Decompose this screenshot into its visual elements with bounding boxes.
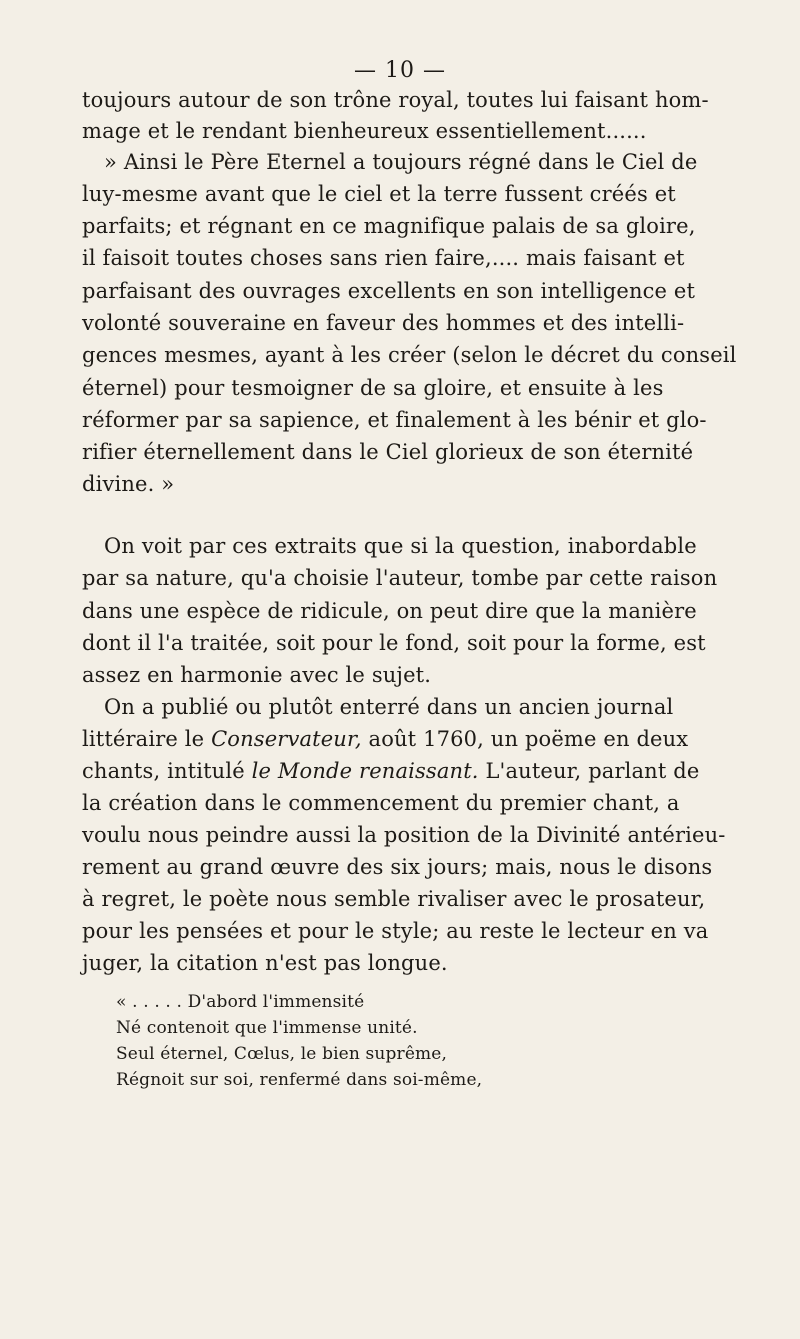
- text-line: divine. »: [82, 472, 175, 496]
- text-line: à regret, le poète nous semble rivaliser avec le prosateur,: [82, 887, 706, 911]
- verse-line: Né contenoit que l'immense unité.: [116, 1018, 418, 1038]
- text-line: assez en harmonie avec le sujet.: [82, 663, 432, 687]
- text-line: rifier éternellement dans le Ciel glorieux de son éternité: [82, 440, 694, 464]
- text-line: gences mesmes, ayant à les créer (selon le décret du conseil: [82, 343, 737, 367]
- text-line: » Ainsi le Père Eternel a toujours régné dans le Ciel de: [104, 150, 698, 174]
- text-line: [82, 725, 688, 753]
- poem-title: le Monde renaissant.: [251, 759, 479, 783]
- text-line: il faisoit toutes choses sans rien faire,.... mais faisant et: [82, 246, 685, 270]
- text-line: éternel) pour tesmoigner de sa gloire, et ensuite à les: [82, 376, 664, 400]
- text-line: par sa nature, qu'a choisie l'auteur, tombe par cette raison: [82, 566, 718, 590]
- text-line: parfaits; et régnant en ce magnifique palais de sa gloire,: [82, 214, 696, 238]
- text-line: toujours autour de son trône royal, toutes lui faisant hom-: [82, 88, 709, 112]
- text-line: voulu nous peindre aussi la position de la Divinité antérieu-: [82, 823, 726, 847]
- text-line: luy-mesme avant que le ciel et la terre fussent créés et: [82, 182, 676, 206]
- text-run: chants, intitulé: [82, 759, 245, 783]
- text-line: dont il l'a traitée, soit pour le fond, soit pour la forme, est: [82, 631, 706, 655]
- text-line: réformer par sa sapience, et finalement à les bénir et glo-: [82, 408, 707, 432]
- text-line: volonté souveraine en faveur des hommes et des intelli-: [82, 311, 685, 335]
- text-run: août 1760, un poëme en deux: [368, 727, 689, 751]
- text-run: L'auteur, parlant de: [485, 759, 700, 783]
- text-run: littéraire le: [82, 727, 205, 751]
- text-line: parfaisant des ouvrages excellents en son intelligence et: [82, 279, 696, 303]
- text-line: la création dans le commencement du premier chant, a: [82, 791, 680, 815]
- journal-title: Conservateur,: [211, 727, 362, 751]
- verse-line: « . . . . . D'abord l'immensité: [116, 992, 365, 1012]
- text-line: On voit par ces extraits que si la question, inabordable: [104, 534, 697, 558]
- page-number: — 10 —: [354, 58, 446, 83]
- text-line: On a publié ou plutôt enterré dans un ancien journal: [104, 695, 674, 719]
- text-line: [82, 757, 699, 785]
- text-line: rement au grand œuvre des six jours; mais, nous le disons: [82, 855, 713, 879]
- verse-line: Régnoit sur soi, renfermé dans soi-même,: [116, 1070, 483, 1090]
- text-line: dans une espèce de ridicule, on peut dire que la manière: [82, 599, 697, 623]
- text-line: pour les pensées et pour le style; au reste le lecteur en va: [82, 919, 709, 943]
- verse-line: Seul éternel, Cœlus, le bien suprême,: [116, 1044, 448, 1064]
- text-line: juger, la citation n'est pas longue.: [82, 951, 448, 975]
- text-line: mage et le rendant bienheureux essentiellement......: [82, 119, 647, 143]
